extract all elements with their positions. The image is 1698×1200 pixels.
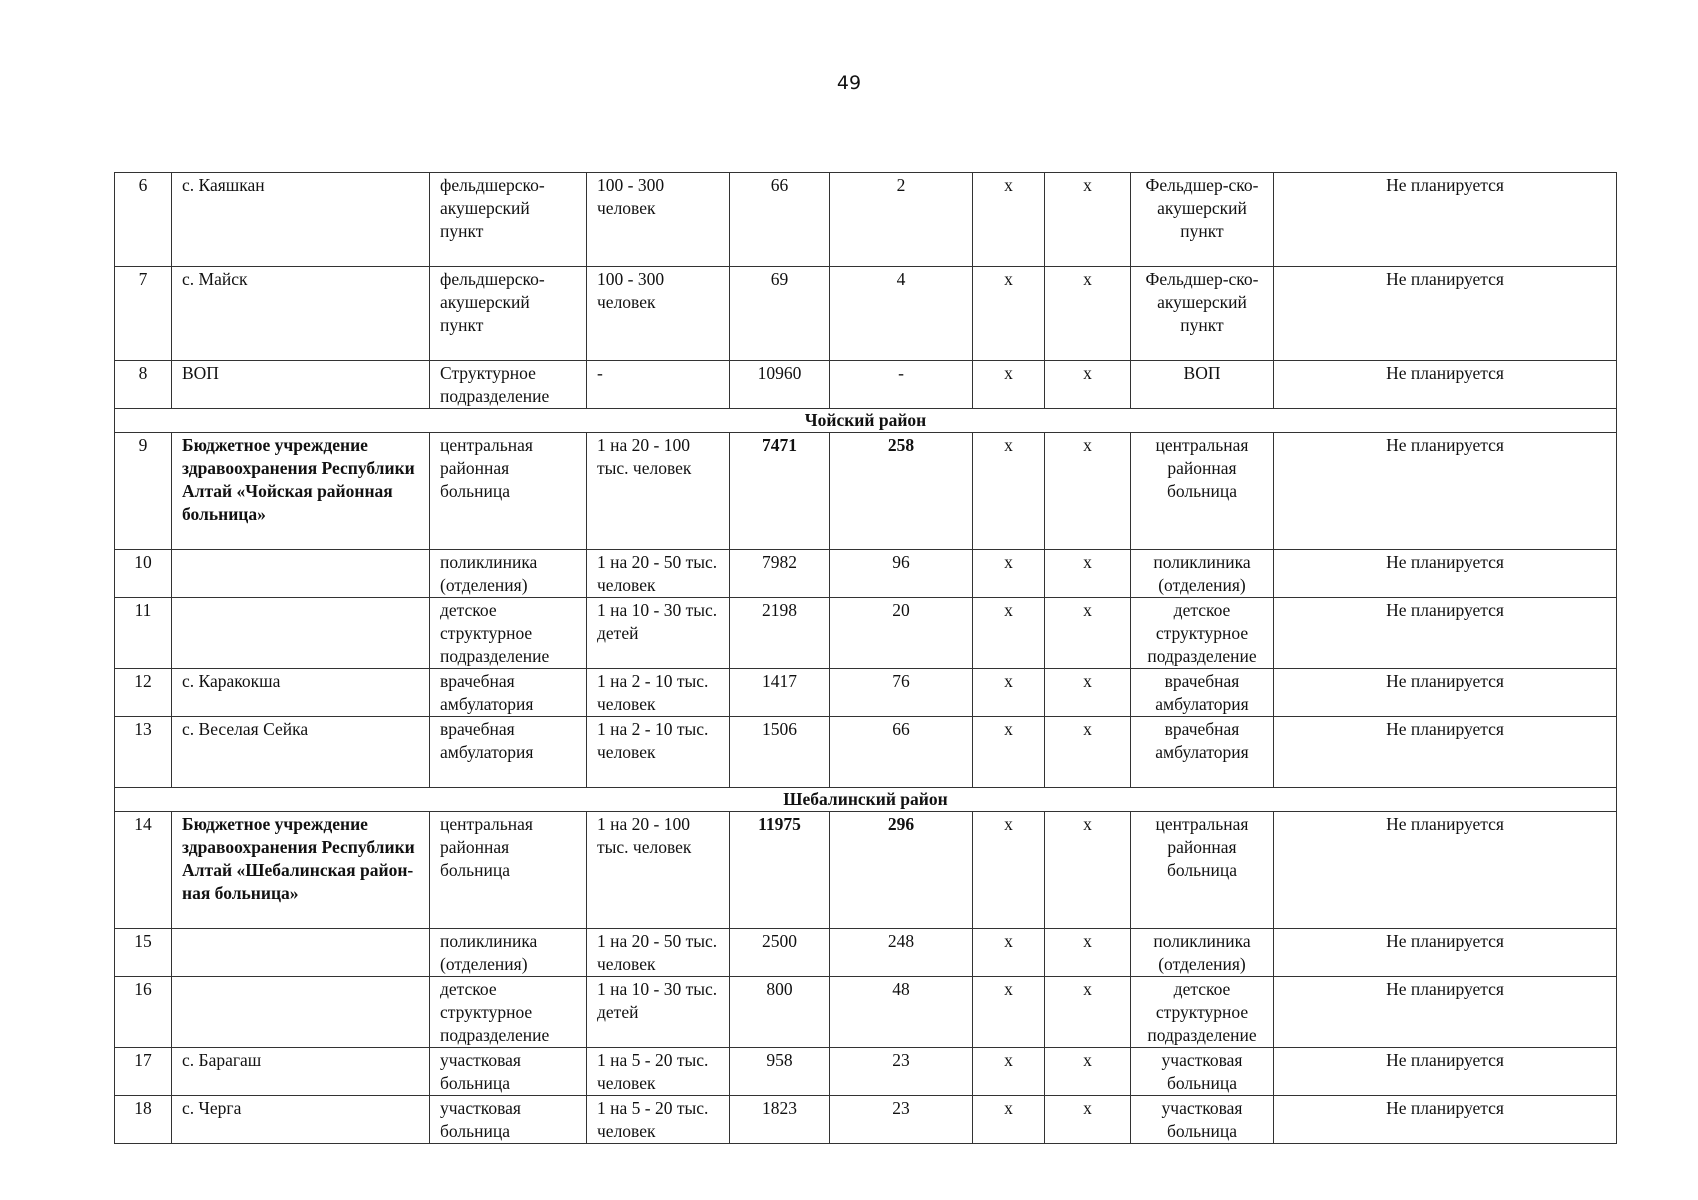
facility-name-cell: с. Каяшкан [172, 173, 430, 267]
mark-cell: х [973, 267, 1045, 361]
facility-name-cell: с. Веселая Сейка [172, 717, 430, 788]
district-section-title: Чойский район [115, 409, 1617, 433]
mark-cell: х [1045, 977, 1131, 1048]
capacity-cell: 248 [830, 929, 973, 977]
row-number: 16 [115, 977, 172, 1048]
capacity-cell: 23 [830, 1096, 973, 1144]
population-cell: 2500 [730, 929, 830, 977]
result-type-cell: ВОП [1131, 361, 1274, 409]
facility-name-cell [172, 598, 430, 669]
district-section-row [115, 788, 1617, 812]
plan-cell: Не планируется [1274, 1048, 1617, 1096]
result-type-cell: участковая больница [1131, 1096, 1274, 1144]
mark-cell: х [1045, 433, 1131, 550]
population-cell: 66 [730, 173, 830, 267]
mark-cell: х [973, 433, 1045, 550]
page-number: 49 [836, 72, 862, 94]
facility-type-cell: участковая больница [430, 1096, 587, 1144]
facility-name-cell: с. Каракокша [172, 669, 430, 717]
mark-cell: х [1045, 267, 1131, 361]
mark-cell: х [973, 669, 1045, 717]
table-row [115, 669, 1617, 717]
table-row [115, 173, 1617, 267]
table-row [115, 1048, 1617, 1096]
norm-cell: 1 на 20 - 50 тыс. человек [587, 550, 730, 598]
population-cell: 69 [730, 267, 830, 361]
norm-cell: 1 на 20 - 50 тыс. человек [587, 929, 730, 977]
norm-cell: 100 - 300 человек [587, 267, 730, 361]
plan-cell: Не планируется [1274, 929, 1617, 977]
facility-type-cell: центральная районная больница [430, 433, 587, 550]
table-row [115, 598, 1617, 669]
mark-cell: х [1045, 812, 1131, 929]
mark-cell: х [973, 812, 1045, 929]
mark-cell: х [973, 361, 1045, 409]
row-number: 6 [115, 173, 172, 267]
plan-cell: Не планируется [1274, 267, 1617, 361]
table-row [115, 267, 1617, 361]
capacity-cell: 23 [830, 1048, 973, 1096]
mark-cell: х [973, 929, 1045, 977]
result-type-cell: участковая больница [1131, 1048, 1274, 1096]
population-cell: 7982 [730, 550, 830, 598]
table-row [115, 717, 1617, 788]
facility-type-cell: Структурное подразделение [430, 361, 587, 409]
facility-name-cell: с. Майск [172, 267, 430, 361]
population-cell: 1506 [730, 717, 830, 788]
facility-type-cell: врачебная амбулатория [430, 669, 587, 717]
population-cell: 10960 [730, 361, 830, 409]
plan-cell: Не планируется [1274, 717, 1617, 788]
norm-cell: 1 на 5 - 20 тыс. человек [587, 1096, 730, 1144]
capacity-cell: 2 [830, 173, 973, 267]
row-number: 13 [115, 717, 172, 788]
facility-name-cell: ВОП [172, 361, 430, 409]
facility-type-cell: центральная районная больница [430, 812, 587, 929]
result-type-cell: поликлиника (отделения) [1131, 929, 1274, 977]
mark-cell: х [973, 977, 1045, 1048]
district-section-title: Шебалинский район [115, 788, 1617, 812]
facility-type-cell: участковая больница [430, 1048, 587, 1096]
norm-cell: 1 на 2 - 10 тыс. человек [587, 669, 730, 717]
population-cell: 800 [730, 977, 830, 1048]
mark-cell: х [1045, 1048, 1131, 1096]
mark-cell: х [1045, 929, 1131, 977]
facility-name-cell: с. Черга [172, 1096, 430, 1144]
result-type-cell: детское структурное подразделение [1131, 977, 1274, 1048]
population-cell: 7471 [730, 433, 830, 550]
capacity-cell: 96 [830, 550, 973, 598]
row-number: 12 [115, 669, 172, 717]
row-number: 14 [115, 812, 172, 929]
mark-cell: х [1045, 173, 1131, 267]
mark-cell: х [1045, 669, 1131, 717]
capacity-cell: 258 [830, 433, 973, 550]
plan-cell: Не планируется [1274, 550, 1617, 598]
plan-cell: Не планируется [1274, 598, 1617, 669]
capacity-cell: 48 [830, 977, 973, 1048]
table-row [115, 812, 1617, 929]
row-number: 8 [115, 361, 172, 409]
facility-name-cell: с. Барагаш [172, 1048, 430, 1096]
mark-cell: х [973, 1048, 1045, 1096]
plan-cell: Не планируется [1274, 173, 1617, 267]
population-cell: 11975 [730, 812, 830, 929]
mark-cell: х [1045, 1096, 1131, 1144]
table-row [115, 433, 1617, 550]
plan-cell: Не планируется [1274, 361, 1617, 409]
facility-type-cell: фельдшерско-акушерский пункт [430, 267, 587, 361]
result-type-cell: центральная районная больница [1131, 812, 1274, 929]
capacity-cell: 66 [830, 717, 973, 788]
facility-type-cell: детское структурное подразделение [430, 598, 587, 669]
facility-name-cell [172, 977, 430, 1048]
result-type-cell: детское структурное подразделение [1131, 598, 1274, 669]
plan-cell: Не планируется [1274, 1096, 1617, 1144]
table-row [115, 1096, 1617, 1144]
mark-cell: х [973, 173, 1045, 267]
result-type-cell: Фельдшер-ско-акушерский пункт [1131, 267, 1274, 361]
norm-cell: 1 на 2 - 10 тыс. человек [587, 717, 730, 788]
capacity-cell: 76 [830, 669, 973, 717]
population-cell: 1417 [730, 669, 830, 717]
population-cell: 1823 [730, 1096, 830, 1144]
norm-cell: 1 на 20 - 100 тыс. человек [587, 812, 730, 929]
result-type-cell: врачебная амбулатория [1131, 669, 1274, 717]
row-number: 9 [115, 433, 172, 550]
row-number: 11 [115, 598, 172, 669]
population-cell: 2198 [730, 598, 830, 669]
population-cell: 958 [730, 1048, 830, 1096]
result-type-cell: врачебная амбулатория [1131, 717, 1274, 788]
plan-cell: Не планируется [1274, 812, 1617, 929]
mark-cell: х [1045, 717, 1131, 788]
facility-type-cell: поликлиника (отделения) [430, 929, 587, 977]
district-section-row [115, 409, 1617, 433]
row-number: 17 [115, 1048, 172, 1096]
facility-name-cell: Бюджетное учреждение здравоохранения Республики Алтай «Чойская районная больница» [172, 433, 430, 550]
plan-cell: Не планируется [1274, 977, 1617, 1048]
mark-cell: х [973, 1096, 1045, 1144]
mark-cell: х [973, 598, 1045, 669]
plan-cell: Не планируется [1274, 433, 1617, 550]
norm-cell: 1 на 20 - 100 тыс. человек [587, 433, 730, 550]
mark-cell: х [973, 717, 1045, 788]
row-number: 18 [115, 1096, 172, 1144]
row-number: 7 [115, 267, 172, 361]
mark-cell: х [1045, 361, 1131, 409]
facility-type-cell: фельдшерско-акушерский пункт [430, 173, 587, 267]
row-number: 15 [115, 929, 172, 977]
plan-cell: Не планируется [1274, 669, 1617, 717]
result-type-cell: Фельдшер-ско-акушерский пункт [1131, 173, 1274, 267]
mark-cell: х [1045, 550, 1131, 598]
facility-name-cell [172, 550, 430, 598]
table-row [115, 977, 1617, 1048]
norm-cell: 1 на 10 - 30 тыс. детей [587, 977, 730, 1048]
capacity-cell: 20 [830, 598, 973, 669]
facility-name-cell [172, 929, 430, 977]
norm-cell: - [587, 361, 730, 409]
facility-type-cell: детское структурное подразделение [430, 977, 587, 1048]
mark-cell: х [1045, 598, 1131, 669]
facilities-table [114, 172, 1617, 1144]
capacity-cell: 4 [830, 267, 973, 361]
table-row [115, 361, 1617, 409]
row-number: 10 [115, 550, 172, 598]
norm-cell: 1 на 5 - 20 тыс. человек [587, 1048, 730, 1096]
facility-name-cell: Бюджетное учреждение здравоохранения Республики Алтай «Шебалинская район-ная больница» [172, 812, 430, 929]
facility-type-cell: поликлиника (отделения) [430, 550, 587, 598]
mark-cell: х [973, 550, 1045, 598]
table-row [115, 929, 1617, 977]
norm-cell: 100 - 300 человек [587, 173, 730, 267]
capacity-cell: - [830, 361, 973, 409]
result-type-cell: центральная районная больница [1131, 433, 1274, 550]
facility-type-cell: врачебная амбулатория [430, 717, 587, 788]
norm-cell: 1 на 10 - 30 тыс. детей [587, 598, 730, 669]
capacity-cell: 296 [830, 812, 973, 929]
result-type-cell: поликлиника (отделения) [1131, 550, 1274, 598]
table-row [115, 550, 1617, 598]
